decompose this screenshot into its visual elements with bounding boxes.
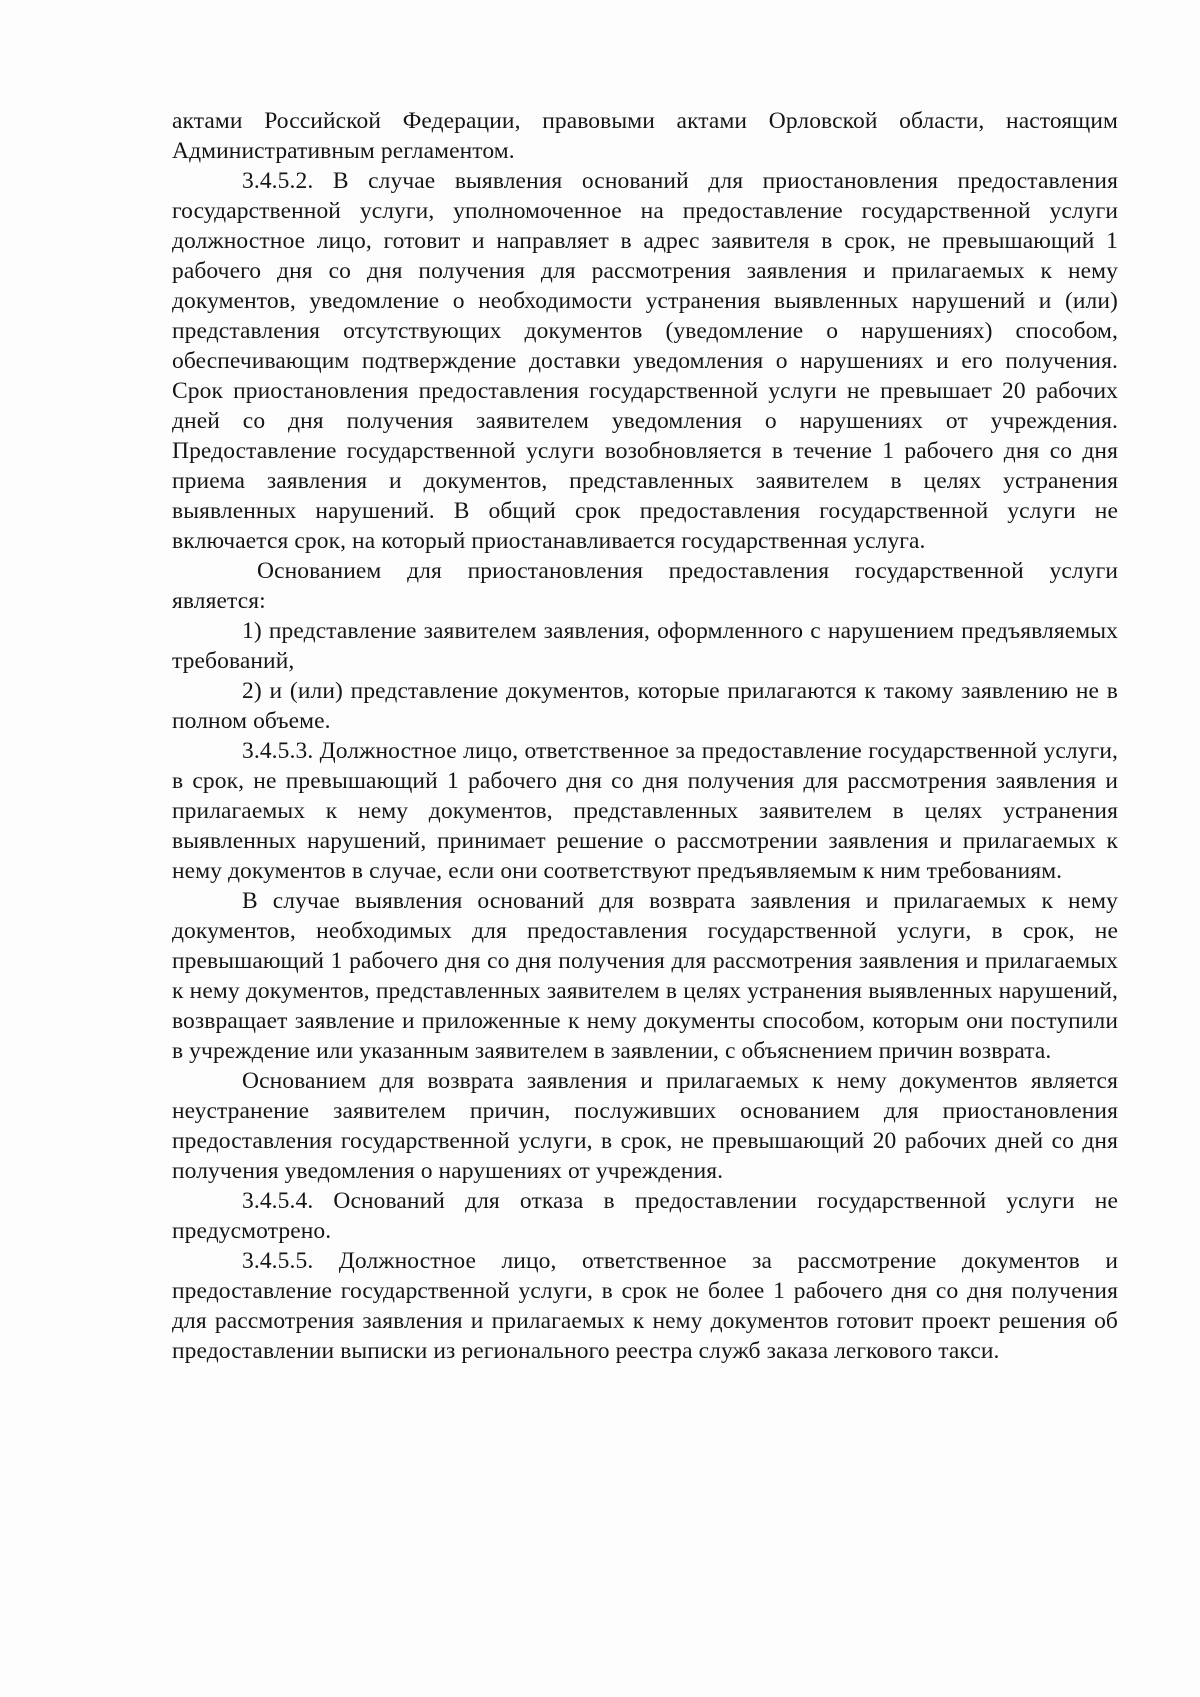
paragraph-3-4-5-4: 3.4.5.4. Оснований для отказа в предоставлении государственной услуги не предусмотрено. [172, 1188, 1118, 1244]
paragraph-suspension-basis: Основанием для приостановления предоставления государственной услуги является: [172, 558, 1118, 614]
paragraph-return-case: В случае выявления оснований для возврата заявления и прилагаемых к нему документов, необходимых для предоставления государственной услуги, в срок, не превышающий 1 рабочего дня со дня получения для рассмотрения заявления и прилагаемых к нему документов, представленных заявителем в целях устранения выявленных нарушений, возвращает заявление и приложенные к нему документы способом, которым они поступили в учреждение или указанным заявителем в заявлении, с объяснением причин возврата. [172, 888, 1118, 1064]
paragraph-3-4-5-5: 3.4.5.5. Должностное лицо, ответственное за рассмотрение документов и предоставление государственной услуги, в срок не более 1 рабочего дня со дня получения для рассмотрения заявления и прилагаемых к нему документов готовит проект решения об предоставлении выписки из регионального реестра служб заказа легкового такси. [172, 1248, 1118, 1364]
paragraph-continuation: актами Российской Федерации, правовыми актами Орловской области, настоящим Административным регламентом. [172, 108, 1118, 164]
list-item-2: 2) и (или) представление документов, которые прилагаются к такому заявлению не в полном объеме. [172, 678, 1118, 734]
paragraph-return-basis: Основанием для возврата заявления и прилагаемых к нему документов является неустранение заявителем причин, послуживших основанием для приостановления предоставления государственной услуги, в срок, не превышающий 20 рабочих дней со дня получения уведомления о нарушениях от учреждения. [172, 1068, 1118, 1184]
paragraph-3-4-5-2: 3.4.5.2. В случае выявления оснований для приостановления предоставления государственной услуги, уполномоченное на предоставление государственной услуги должностное лицо, готовит и направляет в адрес заявителя в срок, не превышающий 1 рабочего дня со дня получения для рассмотрения заявления и прилагаемых к нему документов, уведомление о необходимости устранения выявленных нарушений и (или) представления отсутствующих документов (уведомление о нарушениях) способом, обеспечивающим подтверждение доставки уведомления о нарушениях и его получения. Срок приостановления предоставления государственной услуги не превышает 20 рабочих дней со дня получения заявителем уведомления о нарушениях от учреждения. Предоставление государственной услуги возобновляется в течение 1 рабочего дня со дня приема заявления и документов, представленных заявителем в целях устранения выявленных нарушений. В общий срок предоставления государственной услуги не включается срок, на который приостанавливается государственная услуга. [172, 168, 1118, 554]
paragraph-3-4-5-3: 3.4.5.3. Должностное лицо, ответственное за предоставление государственной услуги, в срок, не превышающий 1 рабочего дня со дня получения для рассмотрения заявления и прилагаемых к нему документов, представленных заявителем в целях устранения выявленных нарушений, принимает решение о рассмотрении заявления и прилагаемых к нему документов в случае, если они соответствуют предъявляемым к ним требованиям. [172, 738, 1118, 884]
document-body [172, 106, 1118, 1366]
list-item-1: 1) представление заявителем заявления, оформленного с нарушением предъявляемых требований, [172, 618, 1118, 674]
